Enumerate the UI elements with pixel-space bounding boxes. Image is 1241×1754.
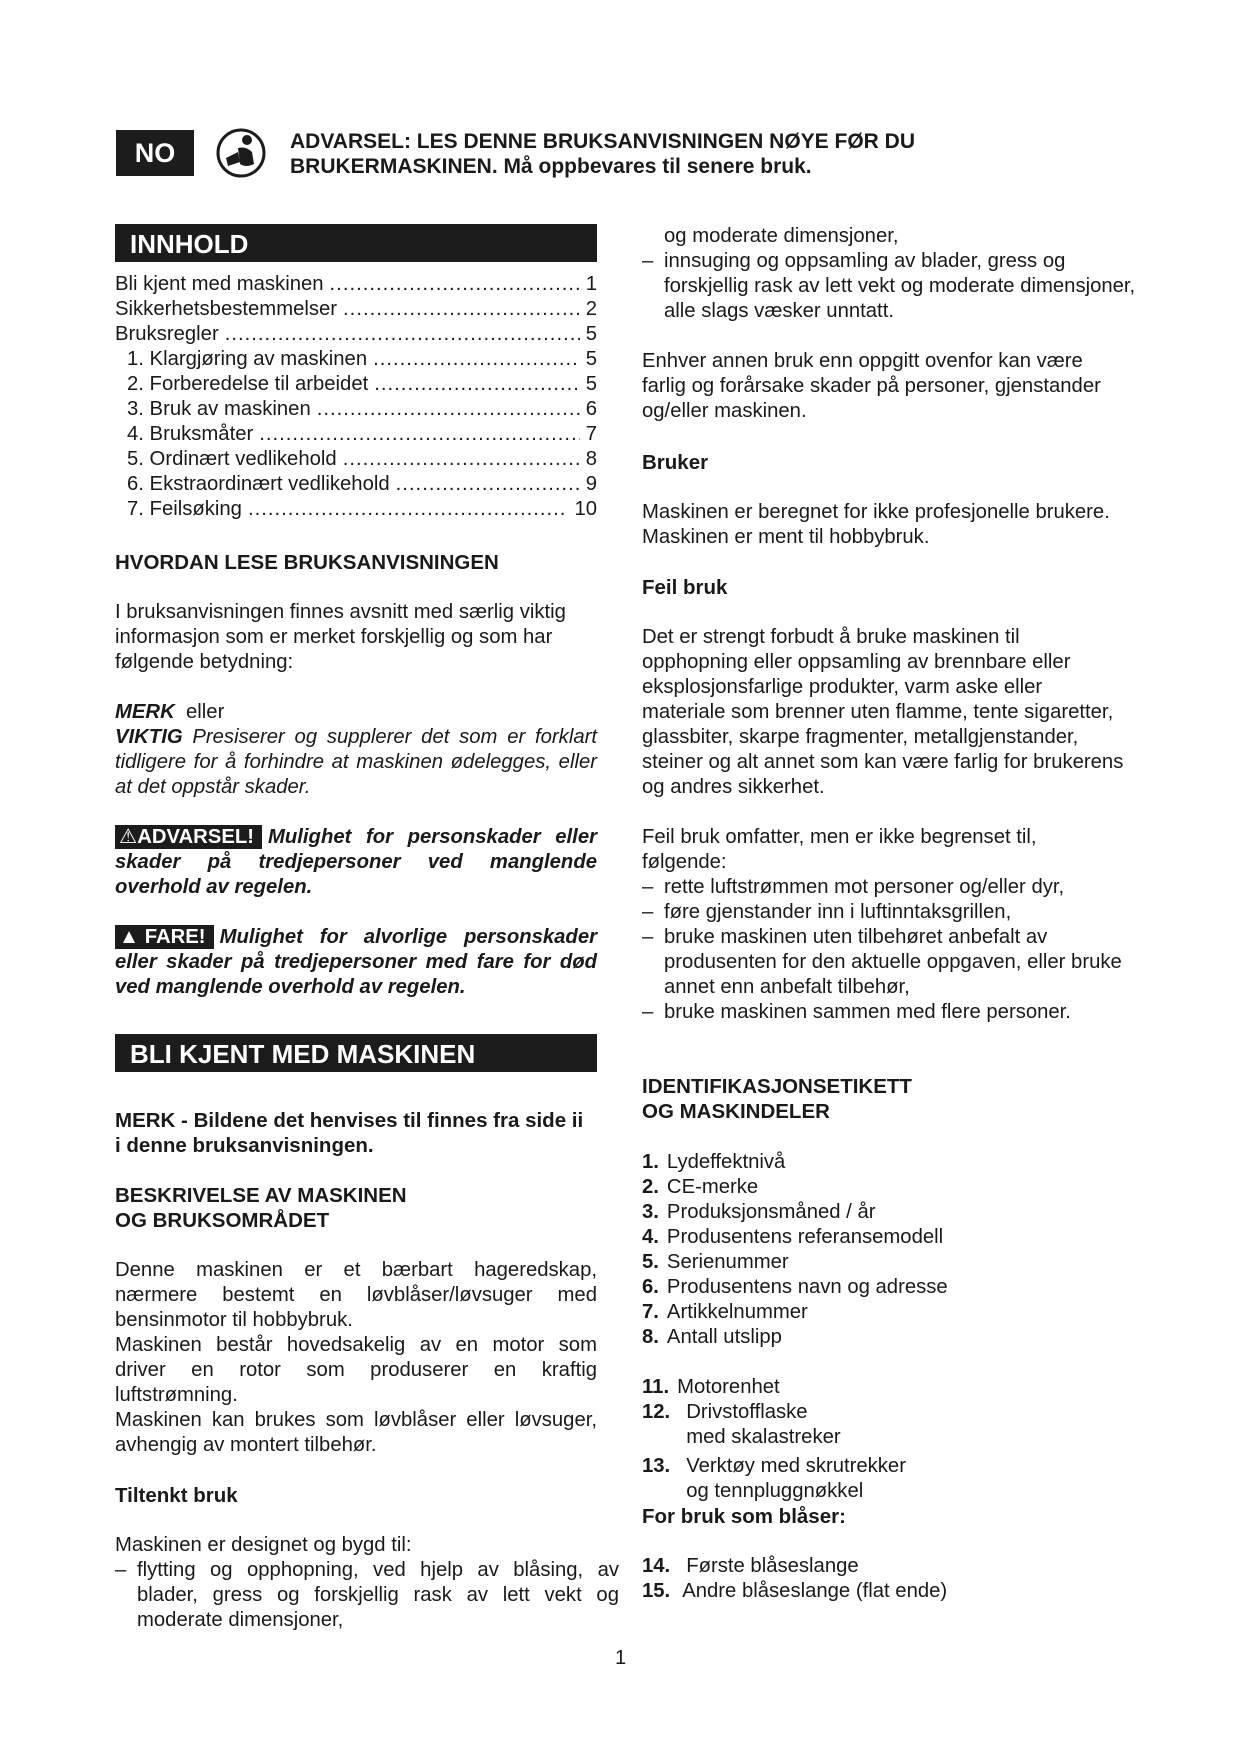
description-paragraph: Maskinen består hovedsakelig av en motor som driver en rotor som produserer en kraftig luftstrømning. [115,1334,597,1406]
toc-title-bar [115,224,597,262]
merk-or: eller [186,701,225,723]
misuse-text: Det er strengt forbudt å bruke maskinen til opphopning eller oppsamling av brennbare eller eksplosjonsfarlige produkter, varm aske eller materiale som brenner uten flamme, tente sigaretter, glassbiter, skarpe fragmenter, metallgjenstander, steiner og alt annet som kan være farlig for brukerens og andres sikkerhet. [642,626,1124,798]
blower-heading: For bruk som blåser: [642,1505,846,1528]
misuse-item: – bruke maskinen sammen med flere personer. [642,1000,1126,1025]
toc-title: INNHOLD [130,229,249,259]
advarsel-note [115,825,597,900]
toc-item[interactable]: 6. Ekstraordinært vedlikehold ..... 9 [115,473,597,498]
toc-item[interactable]: 2. Forberedelse til arbeidet ..... 5 [115,373,597,398]
machine-title-bar [115,1034,597,1072]
howto-heading: HVORDAN LESE BRUKSANVISNINGEN [115,551,499,574]
toc-item[interactable]: Bli kjent med maskinen ..... 1 [115,273,597,298]
list-item: 5. Serienummer [642,1251,789,1273]
fare-text: Mulighet for alvorlige personskader eller skader på tredjepersoner med fare for død ved manglende overhold av regelen. [115,926,597,998]
user-heading: Bruker [642,451,709,474]
misuse-item: – rette luftstrømmen mot personer og/eller dyr, [642,875,1126,900]
fare-tag: ▲ FARE! [115,925,214,949]
toc-item[interactable]: 5. Ordinært vedlikehold ..... 8 [115,448,597,473]
label-items-list [642,1150,1126,1350]
toc-item[interactable]: 4. Bruksmåter ..... 7 [115,423,597,448]
user-text: Maskinen er beregnet for ikke profesjonelle brukere. Maskinen er ment til hobbybruk. [642,501,1110,548]
description-paragraph: Maskinen kan brukes som løvblåser eller løvsuger, avhengig av montert tilbehør. [115,1409,597,1456]
list-item: 11. Motorenhet [642,1376,780,1398]
misuse-heading: Feil bruk [642,576,728,599]
parts-list [642,1375,1126,1504]
howto-intro: I bruksanvisningen finnes avsnitt med særlig viktig informasjon som er merket forskjellig og som har følgende betydning: [115,601,566,673]
viktig-note [115,725,597,800]
list-item: 13. Verktøy med skrutrekker og tennpluggnøkkel [642,1455,906,1502]
page-number: 1 [614,1647,627,1669]
list-item: 15. Andre blåseslange (flat ende) [642,1580,948,1602]
list-item: 14. Første blåseslange [642,1555,859,1577]
list-item: 6. Produsentens navn og adresse [642,1276,948,1298]
merk-note [115,700,597,725]
toc-item[interactable]: 7. Feilsøking ..... 10 [115,498,597,523]
misuse-list [642,825,1126,1025]
fare-note [115,925,597,1000]
machine-title: BLI KJENT MED MASKINEN [130,1039,476,1069]
toc-item[interactable]: 3. Bruk av maskinen ..... 6 [115,398,597,423]
ident-heading: IDENTIFIKASJONSETIKETT OG MASKINDELER [642,1075,912,1123]
other-use-warning: Enhver annen bruk enn oppgitt ovenfor kan være farlig og forårsake skader på personer, gjenstander og/eller maskinen. [642,350,1101,422]
language-badge: NO [116,130,194,176]
toc-item[interactable]: Bruksregler ..... 5 [115,323,597,348]
images-note: MERK - Bildene det henvises til finnes fra side ii i denne bruksanvisningen. [115,1109,584,1157]
advarsel-text: Mulighet for personskader eller skader på tredjepersoner ved manglende overhold av regelen. [115,826,597,898]
intended-use-item-2-text: innsuging og oppsamling av blader, gress og forskjellig rask av lett vekt og moderate dimensjoner, alle slags væsker unntatt. [664,250,1136,322]
description-paragraph: Denne maskinen er et bærbart hageredskap, nærmere bestemt en løvblåser/løvsuger med bensinmotor til hobbybruk. [115,1259,597,1331]
toc-item[interactable]: Sikkerhetsbestemmelser ..... 2 [115,298,597,323]
intended-use-item: – flytting og opphopning, ved hjelp av blåsing, av blader, gress og forskjellig rask av lett vekt og moderate dimensjoner, [115,1558,619,1633]
description-heading: BESKRIVELSE AV MASKINEN OG BRUKSOMRÅDET [115,1184,407,1232]
advarsel-tag: ⚠ADVARSEL! [115,825,262,849]
list-item: 4. Produsentens referansemodell [642,1226,944,1248]
list-item: 2. CE-merke [642,1176,759,1198]
warning-line-2: BRUKERMASKINEN. Må oppbevares til senere bruk. [290,155,812,178]
table-of-contents [115,273,597,523]
misuse-item: – føre gjenstander inn i luftinntaksgrillen, [642,900,1126,925]
list-item: 1. Lydeffektnivå [642,1151,786,1173]
read-manual-icon [216,128,266,178]
list-item: 3. Produksjonsmåned / år [642,1201,876,1223]
intended-use-intro: Maskinen er designet og bygd til: [115,1534,412,1556]
list-item: 8. Antall utslipp [642,1326,782,1348]
misuse-item: – bruke maskinen uten tilbehøret anbefalt av produsenten for den aktuelle oppgaven, eller bruke annet enn anbefalt tilbehør, [642,925,1126,1000]
list-item: 7. Artikkelnummer [642,1301,808,1323]
read-manual-warning [290,129,915,179]
viktig-label: VIKTIG [115,726,183,748]
warning-triangle-icon: ▲ [119,926,140,948]
misuse-intro: Feil bruk omfatter, men er ikke begrenset til, følgende: [642,826,1037,873]
intended-use-item-1-tail: – og moderate dimensjoner, [664,225,899,247]
intended-use-heading: Tiltenkt bruk [115,1484,238,1507]
merk-label: MERK [115,701,175,723]
list-item: 12. Drivstofflaske med skalastreker [642,1401,841,1448]
intended-use-item-2 [642,224,1148,324]
viktig-text: Presiserer og supplerer det som er forklart tidligere for å forhindre at maskinen ødelegges, eller at det oppstår skader. [115,726,597,798]
toc-item[interactable]: 1. Klargjøring av maskinen ..... 5 [115,348,597,373]
blower-parts-list [642,1554,1126,1604]
description-text [115,1258,597,1458]
warning-triangle-icon: ⚠ [119,826,138,848]
warning-line-1: ADVARSEL: LES DENNE BRUKSANVISNINGEN NØYE FØR DU [290,130,915,153]
